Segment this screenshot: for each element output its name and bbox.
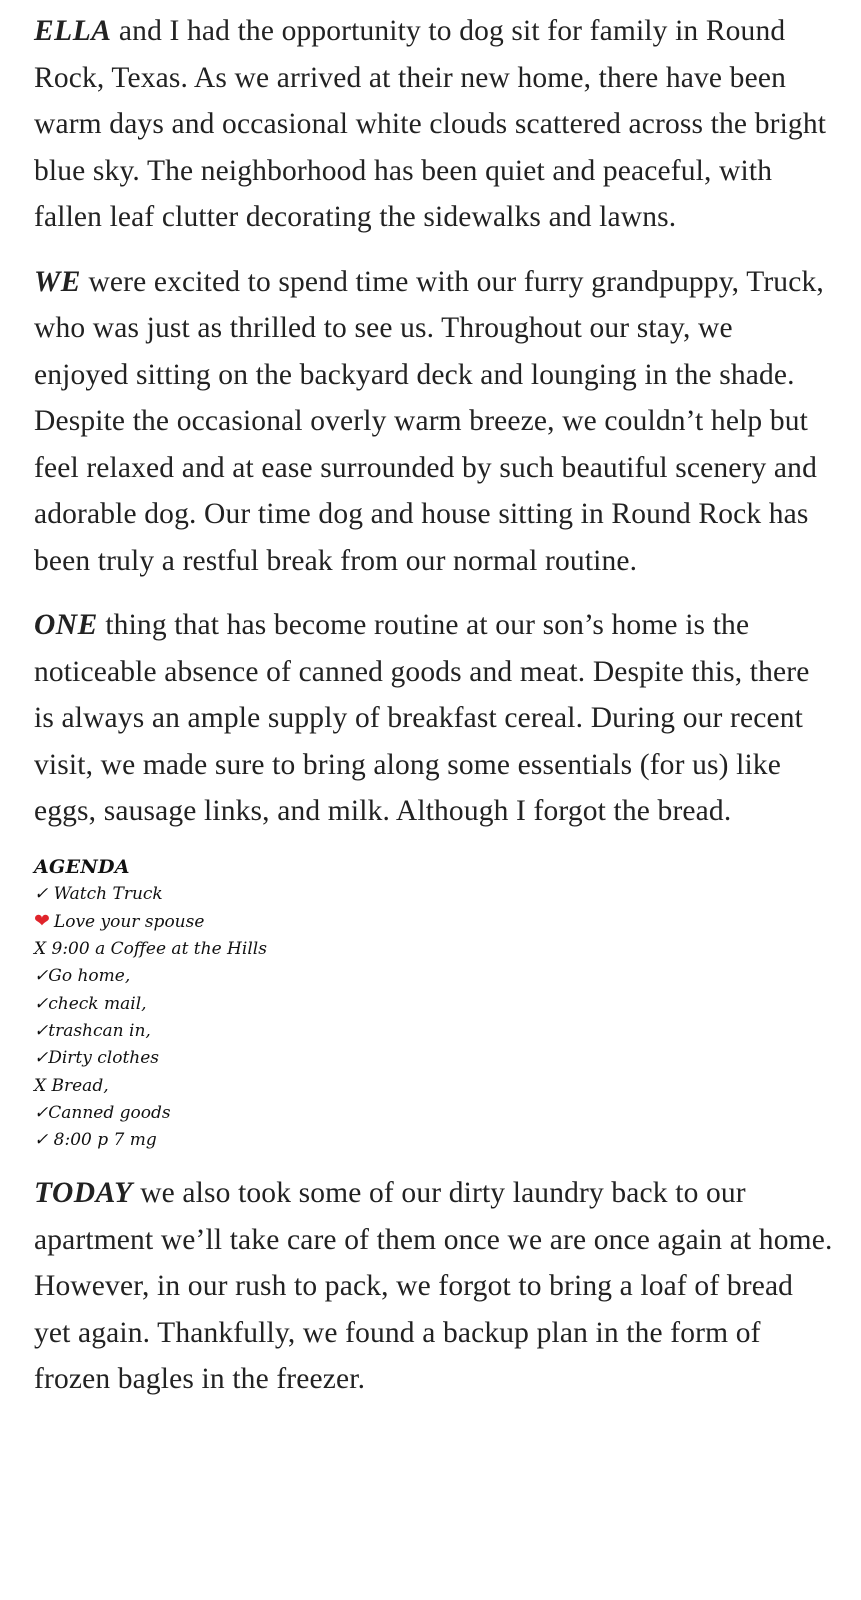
heart-icon: ❤ xyxy=(34,909,50,932)
paragraph-text: and I had the opportunity to dog sit for family in Round Rock, Texas. As we arrived at their new home, there have been warm days and occasional white clouds scattered across the bright blue sky. The neighborhood has been quiet and peaceful, with fallen leaf clutter decorating the sidewalks and lawns. xyxy=(34,15,827,233)
agenda-item: ✓trashcan in, xyxy=(34,1020,151,1041)
agenda-item: ✓Canned goods xyxy=(34,1102,171,1123)
paragraph-laundry xyxy=(34,1170,834,1403)
paragraph-text: we also took some of our dirty laundry back to our apartment we’ll take care of them once we are once again at home. However, in our rush to pack, we forgot to bring a loaf of bread yet again. Thankfully, we found a backup plan in the form of frozen bagles in the freezer. xyxy=(34,1177,833,1396)
agenda-item-text: Love your spouse xyxy=(53,911,205,932)
agenda-item: X 9:00 a Coffee at the Hills xyxy=(34,939,267,960)
paragraph-arrival xyxy=(34,8,834,241)
agenda-list xyxy=(34,853,834,1155)
agenda-item: ✓ 8:00 p 7 mg xyxy=(34,1130,157,1151)
paragraph-groceries xyxy=(34,602,834,835)
agenda-item: X Bread, xyxy=(34,1075,109,1096)
agenda-item xyxy=(34,908,834,936)
agenda-item: ✓check mail, xyxy=(34,993,147,1014)
paragraph-lead-word: ONE xyxy=(34,609,98,641)
agenda-title: AGENDA xyxy=(34,855,130,878)
agenda-item: ✓Dirty clothes xyxy=(34,1048,160,1069)
paragraph-text: were excited to spend time with our furry grandpuppy, Truck, who was just as thrilled to see us. Throughout our stay, we enjoyed sitting on the backyard deck and lounging in the shade. Despite the occasional overly warm breeze, we couldn’t help but feel relaxed and at ease surrounded by such beautiful scenery and adorable dog. Our time dog and house sitting in Round Rock has been truly a restful break from our normal routine. xyxy=(34,265,824,577)
paragraph-text: thing that has become routine at our son’s home is the noticeable absence of canned goods and meat. Despite this, there is always an ample supply of breakfast cereal. During our recent visit, we made sure to bring along some essentials (for us) like eggs, sausage links, and milk. Although I forgot the bread. xyxy=(34,609,810,827)
agenda-item: ✓Go home, xyxy=(34,966,131,987)
paragraph-lead-word: WE xyxy=(34,265,81,298)
paragraph-lead-word: ELLA xyxy=(34,15,112,47)
paragraph-grandpuppy xyxy=(34,259,834,585)
paragraph-lead-word: TODAY xyxy=(34,1177,133,1210)
agenda-item: ✓ Watch Truck xyxy=(34,883,163,904)
article xyxy=(34,8,834,1421)
